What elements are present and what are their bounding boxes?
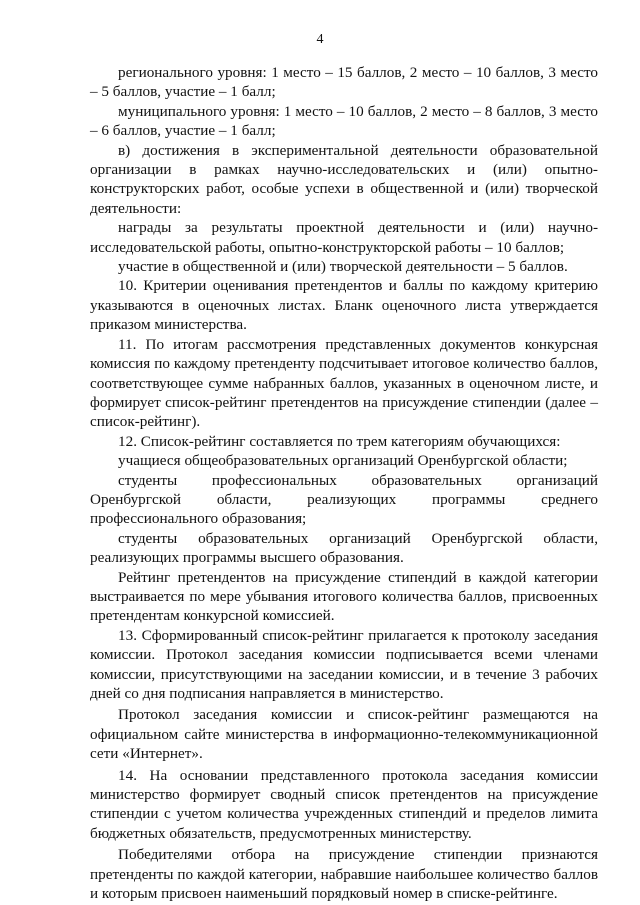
paragraph: муниципального уровня: 1 место – 10 баллов, 2 место – 8 баллов, 3 место – 6 баллов, участие – 1 балл; (90, 102, 598, 140)
paragraph: 11. По итогам рассмотрения представленных документов конкурсная комиссия по каждому претенденту подсчитывает итоговое количество баллов, соответствующее сумме набранных баллов, указанных в оценочном листе, и формирует список-рейтинг претендентов на присуждение стипендии (далее – список-рейтинг). (90, 335, 598, 431)
paragraph: регионального уровня: 1 место – 15 баллов, 2 место – 10 баллов, 3 место – 5 баллов, участие – 1 балл; (90, 64, 598, 101)
paragraph: 12. Список-рейтинг составляется по трем категориям обучающихся: (118, 432, 561, 450)
paragraph: студенты профессиональных образовательных организаций Оренбургской области, реализующих программы среднего профессионального образования; (90, 471, 598, 528)
paragraph: награды за результаты проектной деятельности и (или) научно-исследовательской работы, опытно-конструкторской работы – 10 баллов; (90, 219, 598, 256)
paragraph: участие в общественной и (или) творческой деятельности – 5 баллов. (118, 258, 568, 276)
paragraph: учащиеся общеобразовательных организаций Оренбургской области; (118, 452, 568, 470)
page-number: 4 (316, 32, 324, 47)
paragraph: 10. Критерии оценивания претендентов и баллы по каждому критерию указываются в оценочных листах. Бланк оценочного листа утверждается приказом министерства. (90, 277, 598, 334)
paragraph: студенты образовательных организаций Оренбургской области, реализующих программы высшего образования. (90, 529, 598, 567)
paragraph: в) достижения в экспериментальной деятельности образовательной организации в рамках научно-исследовательских и (или) опытно-конструкторских работ, особые успехи в общественной и (или) творческой деятельности: (90, 141, 598, 217)
paragraph: Победителями отбора на присуждение стипендии признаются претенденты по каждой категории, набравшие наибольшее количество баллов и которым присвоен наименьший порядковый номер в списке-рейтинге. (90, 846, 598, 903)
paragraph: 13. Сформированный список-рейтинг прилагается к протоколу заседания комиссии. Протокол заседания комиссии подписывается всеми членами комиссии, присутствующими на заседании комиссии, и в течение 3 рабочих дней со дня подписания направляется в министерство. (90, 626, 598, 702)
document-body (90, 63, 598, 903)
paragraph: Протокол заседания комиссии и список-рейтинг размещаются на официальном сайте министерства в информационно-телекоммуникационной сети «Интернет». (90, 706, 598, 763)
paragraph: Рейтинг претендентов на присуждение стипендий в каждой категории выстраивается по мере убывания итогового количества баллов, присвоенных претендентам конкурсной комиссией. (90, 568, 598, 625)
paragraph: 14. На основании представленного протокола заседания комиссии министерство формирует сводный список претендентов на присуждение стипендии с учетом количества учрежденных стипендий и пределов лимита бюджетных обязательств, предусмотренных министерству. (90, 766, 598, 842)
